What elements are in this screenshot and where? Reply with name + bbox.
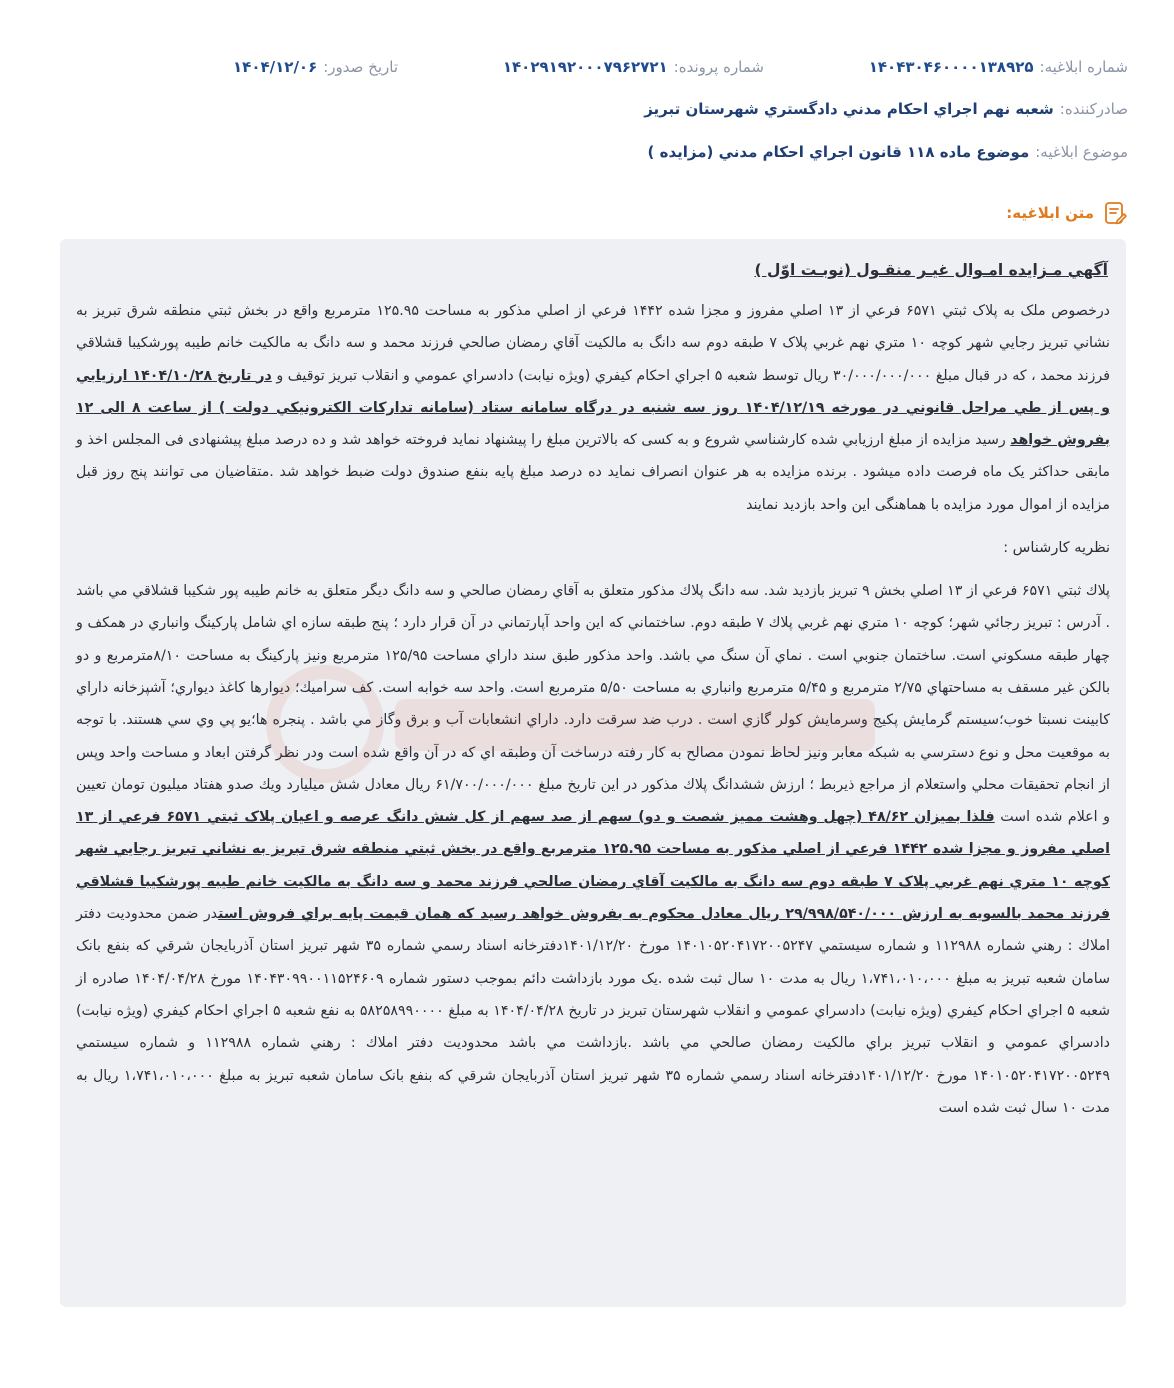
case-number xyxy=(503,58,764,76)
document-icon xyxy=(1102,200,1128,226)
issue-date-value: ۱۴۰۴/۱۲/۰۶ xyxy=(233,58,318,76)
auction-title: آگهي مـزايده امـوال غيـر منقـول (نوبـت اوّل ) xyxy=(754,261,1108,279)
notice-text-header xyxy=(1006,200,1128,226)
issuer-row xyxy=(644,100,1128,118)
issue-date-label: تاریخ صدور: xyxy=(323,58,398,76)
notice-body-panel xyxy=(60,239,1126,1307)
auction-paragraph xyxy=(76,295,1110,521)
notice-number xyxy=(869,58,1128,76)
issuer-value: شعبه نهم اجراي احكام مدني دادگستري شهرستان تبريز xyxy=(644,100,1054,118)
expert-paragraph-part1: پلاك ثبتي ۶۵۷۱ فرعي از ۱۳ اصلي بخش ۹ تبريز بازديد شد. سه دانگ پلاك مذكور متعلق به آقاي رمضان صالحي و سه دانگ ديگر متعلق به خانم طيبه پور شكيبا قشلاقي مي باشد . آدرس : تبريز رجائي شهر؛ كوچه ۱۰ متري نهم غربي پلاك ۷ طبقه دوم. ساختماني كه اين واحد آپارتماني در آن قرار دارد ؛ پنج طبقه سازه اي شامل پاركينگ وانباري در همكف و چهار طبقه مسكوني است. ساختمان جنوبي است . نماي آن سنگ مي باشد. واحد مذكور طبق سند داراي مساحت ۱۲۵/۹۵ مترمربع ونيز پاركينگ به مساحت ۸/۱۰مترمربع و دو بالكن غير مسقف به مساحتهاي ۲/۷۵ مترمربع و ۵/۴۵ مترمربع وانباري به مساحت ۵/۵۰ مترمربع است. واحد سه خوابه است. كف سراميك؛ ديوارها كاغذ ديواري؛ آشپزخانه داراي كابينت نسبتا خوب؛سيستم گرمايش پكيج وسرمايش كولر گازي است . درب ضد سرقت دارد. داراي انشعابات آب و برق وگاز مي باشد . پنجره ها؛يو پي وي سي هستند. با توجه به موقعيت محل و نوع دسترسي به شبكه معابر ونيز لحاظ نمودن مصالح به كار رفته درساخت آن وطبقه اي كه در آن واقع شده است ودر نظر گرفتن ابعاد و مساحت واحد وپس از انجام تحقيقات محلي واستعلام از مراجع ذيربط ؛ ارزش ششدانگ پلاك مذكور در اين تاريخ مبلغ ۶۱/۷۰۰/۰۰۰/۰۰۰ ريال معادل شش ميليارد ويك صدو هفتاد ميليون تومان تعيين و اعلام شده است xyxy=(76,583,1111,826)
subject-label: موضوع ابلاغیه: xyxy=(1035,143,1128,161)
notice-meta-row xyxy=(46,58,1128,82)
notice-text-title: متن ابلاغیه: xyxy=(1006,204,1094,222)
case-number-value: ۱۴۰۲۹۱۹۲۰۰۰۷۹۶۲۷۲۱ xyxy=(502,58,668,76)
expert-opinion-title: نظريه كارشناس : xyxy=(1003,540,1110,557)
expert-paragraph xyxy=(76,575,1110,1124)
auction-paragraph-part2: رسيد مزايده از مبلغ ارزيابي شده كارشناسي شروع و به كسی كه بالاترين مبلغ را پيشنهاد نمايد فروخته خواهد شد و ده درصد مبلغ پيشنهادی فی المجلس اخذ و مابقی حداكثر يک ماه فرصت داده ميشود . برنده مزايده به هر عنوان انصراف نمايد ده درصد مبلغ پايه بنفع صندوق دولت ضبط خواهد شد .متقاضيان می توانند پنج روز قبل مزايده از اموال مورد مزايده با هماهنگی اين واحد بازديد نمايند xyxy=(76,432,1110,513)
issue-date xyxy=(233,58,398,76)
issuer-label: صادرکننده: xyxy=(1059,100,1128,118)
notice-number-value: ۱۴۰۴۳۰۴۶۰۰۰۰۱۳۸۹۲۵ xyxy=(868,58,1034,76)
subject-row xyxy=(648,143,1128,161)
case-number-label: شماره پرونده: xyxy=(673,58,764,76)
expert-paragraph-part2: در ضمن محدوديت دفتر املاك : رهني شماره ۱۱۲۹۸۸ و شماره سيستمي ۱۴۰۱۰۵۲۰۴۱۷۲۰۰۵۲۴۷ مورخ ۱۴۰۱/۱۲/۲۰دفترخانه اسناد رسمي شماره ۳۵ شهر تبريز استان آذربايجان شرقي كه بنفع بانک سامان شعبه تبريز به مبلغ ۱،۷۴۱،۰۱۰،۰۰۰ ريال به مدت ۱۰ سال ثبت شده .يک مورد بازداشت دائم بموجب دستور شماره ۱۴۰۴۳۰۹۹۰۰۱۱۵۲۴۶۰۹ مورخ ۱۴۰۴/۰۴/۲۸ صادره از شعبه ۵ اجراي احكام كيفري (ويژه نيابت) دادسراي عمومي و انقلاب شهرستان تبريز در تاريخ ۱۴۰۴/۰۴/۲۸ به مبلغ ۵۸۲۵۸۹۹۰۰۰۰ به نفع شعبه ۵ اجراي احكام كيفري (ويژه نيابت) دادسراي عمومي و انقلاب تبريز براي مالكيت رمضان صالحي مي باشد .بازداشت مي باشد محدوديت دفتر املاك : رهني شماره ۱۱۲۹۸۸ و شماره سيستمي ۱۴۰۱۰۵۲۰۴۱۷۲۰۰۵۲۴۹ مورخ ۱۴۰۱/۱۲/۲۰دفترخانه اسناد رسمي شماره ۳۵ شهر تبريز استان آذربايجان شرقي كه بنفع بانک سامان شعبه تبريز به مبلغ ۱،۷۴۱،۰۱۰،۰۰۰ ريال به مدت ۱۰ سال ثبت شده است xyxy=(76,906,1111,1116)
subject-value: موضوع ماده ۱۱۸ قانون اجراي احكام مدني (مزايده ) xyxy=(647,143,1030,161)
sale-share-highlight: فلذا بميزان ۴۸/۶۲ (چهل وهشت مميز شصت و دو) سهم از صد سهم از كل شش دانگ عرصه و اعيان پلاک ثبتي ۶۵۷۱ فرعي از ۱۳ اصلي مفروز و مجزا شده ۱۴۴۲ فرعي از اصلي مذكور به مساحت ۱۲۵.۹۵ مترمربع واقع در بخش ثبتي منطقه شرق تبريز به نشاني تبريز رجايي شهر کوچه ۱۰ متري نهم غربي پلاک ۷ طبقه دوم سه دانگ به مالكيت آقاي رمضان صالحي فرزند محمد و سه دانگ به مالكيت خانم طيبه پورشكيبا قشلاقي فرزند محمد بالسويه به ارزش ۲۹/۹۹۸/۵۴۰/۰۰۰ ريال معادل محكوم به بفروش خواهد رسيد كه همان قيمت پايه براي فروش است xyxy=(76,809,1111,923)
auction-paragraph-part1: درخصوص ملک به پلاک ثبتي ۶۵۷۱ فرعي از ۱۳ اصلي مفروز و مجزا شده ۱۴۴۲ فرعي از اصلي مذكور به مساحت ۱۲۵.۹۵ مترمربع واقع در بخش ثبتي منطقه شرق تبريز به نشاني تبريز رجايي شهر کوچه ۱۰ متري نهم غربي پلاک ۷ طبقه دوم سه دانگ به مالكيت آقاي رمضان صالحي فرزند محمد و سه دانگ به مالكيت خانم طيبه پورشكيبا قشلاقي فرزند محمد ، كه در قبال مبلغ ۳۰/۰۰۰/۰۰۰/۰۰۰ ريال توسط شعبه ۵ اجراي احكام كيفري (ويژه نيابت) دادسراي عمومي و انقلاب تبريز توقيف و xyxy=(76,303,1111,384)
auction-date-highlight: در تاريخ ۱۴۰۴/۱۰/۲۸ ارزيابي و پس از طي مراحل قانوني در مورخه ۱۴۰۴/۱۲/۱۹ روز سه شنبه در درگاه سامانه ستاد (سامانه تداركات الكترونيكي دولت ) از ساعت ۸ الی ۱۲ بفروش خواهد xyxy=(76,367,1110,449)
notice-number-label: شماره ابلاغیه: xyxy=(1039,58,1128,76)
